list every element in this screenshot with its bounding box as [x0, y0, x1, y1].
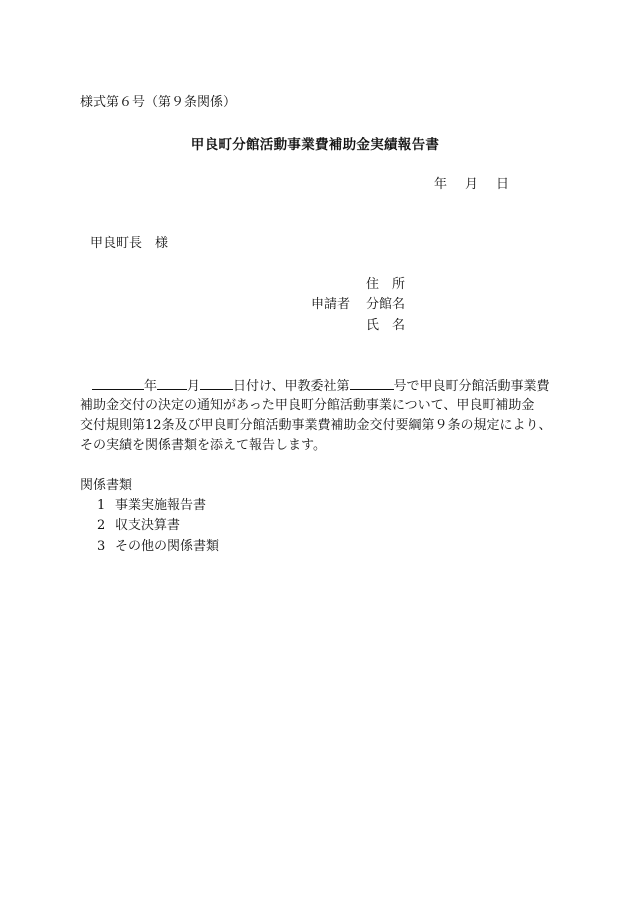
- attachment-item: [97, 518, 180, 534]
- body-line-4: その実績を関係書類を添えて報告します。: [80, 438, 326, 453]
- attachment-number: 2: [97, 518, 106, 533]
- addressee: 甲良町長 様: [90, 236, 169, 251]
- form-number: 様式第６号（第９条関係）: [80, 95, 237, 110]
- date-line: [434, 177, 527, 193]
- body-line-1: [80, 377, 550, 395]
- notice-number-blank: [350, 377, 394, 390]
- date-day-label: 日: [496, 177, 510, 192]
- attachments-heading: 関係書類: [80, 478, 133, 493]
- body-notice-text: 号で甲良町分館活動事業費: [393, 379, 550, 394]
- date-month-label: 月: [465, 177, 479, 192]
- attachment-label: 収支決算書: [115, 518, 181, 533]
- attachment-label: 事業実施報告書: [115, 498, 207, 513]
- body-year-text: 年: [144, 379, 158, 394]
- applicant-branch-label: 分館名: [366, 297, 406, 312]
- attachment-number: 3: [97, 539, 106, 554]
- body-month-text: 月: [187, 379, 201, 394]
- applicant-name-label: 氏 名: [366, 318, 406, 333]
- applicant-address-label: 住 所: [366, 277, 406, 292]
- attachment-number: 1: [97, 498, 106, 513]
- attachment-item: [97, 498, 206, 514]
- attachment-item: [97, 539, 219, 555]
- month-blank: [157, 377, 187, 390]
- body-line-3: 交付規則第12条及び甲良町分館活動事業費補助金交付要綱第９条の規定により、: [80, 418, 552, 433]
- body-day-text: 日付け、甲教委社第: [233, 379, 350, 394]
- year-blank: [92, 377, 144, 390]
- body-line-2: 補助金交付の決定の通知があった甲良町分館活動事業について、甲良町補助金: [80, 398, 535, 413]
- day-blank: [200, 377, 233, 390]
- attachment-label: その他の関係書類: [115, 539, 220, 554]
- document-title: 甲良町分館活動事業費補助金実績報告書: [190, 137, 440, 153]
- date-year-label: 年: [434, 177, 448, 192]
- applicant-role: 申請者: [311, 297, 351, 312]
